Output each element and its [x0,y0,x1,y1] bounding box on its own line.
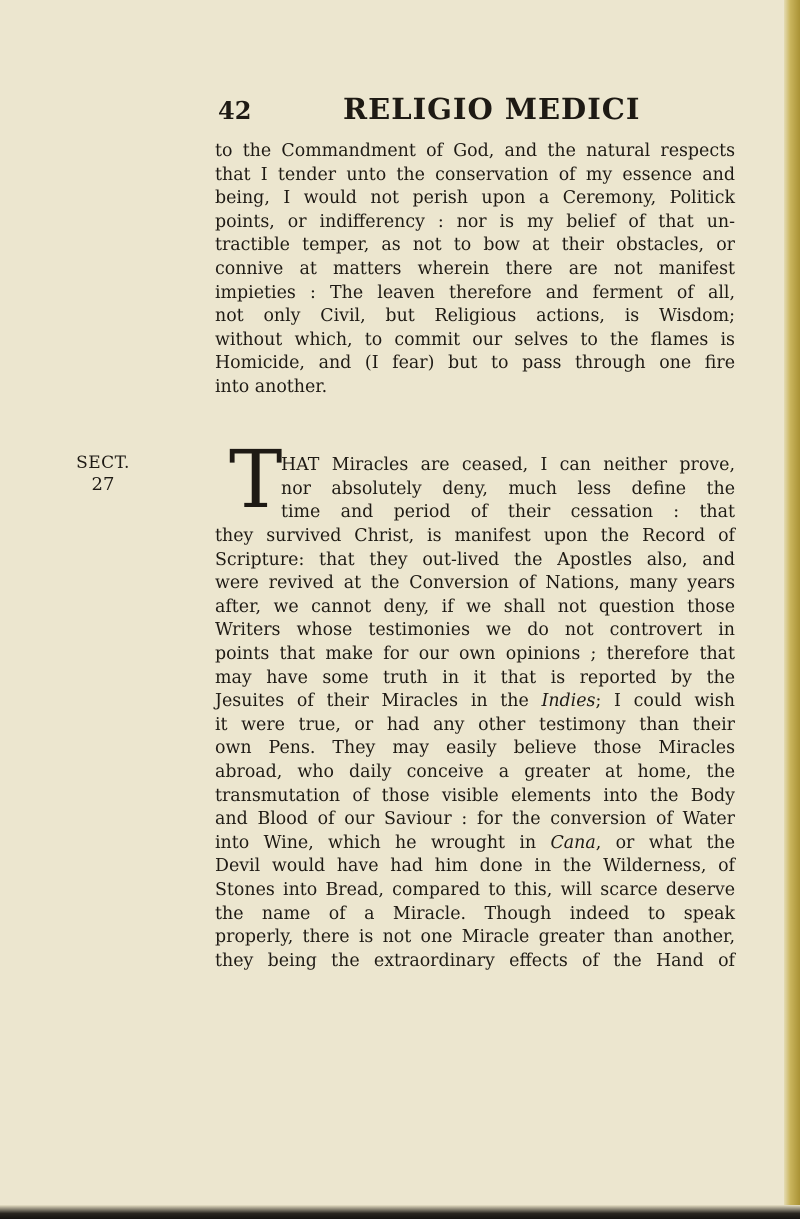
text-line: HAT Miracles are ceased, I can neither prove, [281,455,735,475]
text-line: time and period of their cessation : that [281,502,735,523]
page-edge-bottom [0,1205,800,1219]
text-line: they survived Christ, is manifest upon the Record of [215,526,735,546]
text-line: to the Commandment of God, and the natural respects [215,141,735,161]
text-line: abroad, who daily conceive a greater at home, the [215,761,735,782]
page-header [0,92,800,132]
text-line: connive at matters wherein there are not manifest [215,258,735,279]
text-line: into another. [215,376,328,397]
text-line: they being the extraordinary effects of the Hand of [215,950,735,971]
section-marker [67,452,139,496]
text-line: that I tender unto the conservation of my essence and [215,164,735,185]
section-number: 27 [91,474,115,495]
text-line: points, or indifferency : nor is my belief of that un- [215,211,735,232]
text-line: properly, there is not one Miracle greater than another, [215,927,735,948]
page-edge-gilt [784,0,800,1219]
page-number: 42 [218,96,252,125]
text-segment: ; I could wish [595,691,735,712]
paragraph-continued [215,140,735,400]
section-opening-lines [281,454,735,525]
text-line: tractible temper, as not to bow at their obstacles, or [215,235,735,256]
text-line [215,690,735,714]
text-line: Writers whose testimonies we do not controvert in [215,620,735,641]
italic-place-name: Cana [550,832,596,853]
text-line: nor absolutely deny, much less define the [281,478,735,499]
text-line: Stones into Bread, compared to this, will scarce deserve [215,879,735,900]
text-line: were revived at the Conversion of Nations, many years [215,573,735,594]
text-segment: , or what the [595,832,735,853]
text-line: impieties : The leaven therefore and ferment of all, [215,282,735,303]
section-label: SECT. [76,453,130,473]
text-line: points that make for our own opinions ; therefore that [215,643,735,664]
text-line: the name of a Miracle. Though indeed to speak [215,903,735,924]
text-segment: Jesuites of their Miracles in the [215,691,542,712]
text-line [215,832,735,856]
running-title: RELIGIO MEDICI [343,92,641,126]
section-body [215,525,735,973]
text-line: transmutation of those visible elements into the Body [215,785,735,806]
text-line: not only Civil, but Religious actions, is Wisdom; [215,306,735,327]
text-line: and Blood of our Saviour : for the conversion of Water [215,809,735,830]
text-line: without which, to commit our selves to the flames is [215,329,735,350]
text-line: Devil would have had him done in the Wilderness, of [215,856,735,877]
text-line: after, we cannot deny, if we shall not question those [215,596,735,617]
text-line: Scripture: that they out-lived the Apostles also, and [215,549,735,570]
text-line: may have some truth in it that is reported by the [215,667,735,688]
text-segment: into Wine, which he wrought in [215,832,551,853]
text-line: it were true, or had any other testimony than their [215,714,735,735]
text-line: Homicide, and (I fear) but to pass through one fire [215,353,735,374]
text-line: being, I would not perish upon a Ceremony, Politick [215,188,735,209]
italic-place-name: Indies [541,691,596,712]
drop-cap: T [229,433,283,526]
text-line: own Pens. They may easily believe those Miracles [215,738,735,759]
